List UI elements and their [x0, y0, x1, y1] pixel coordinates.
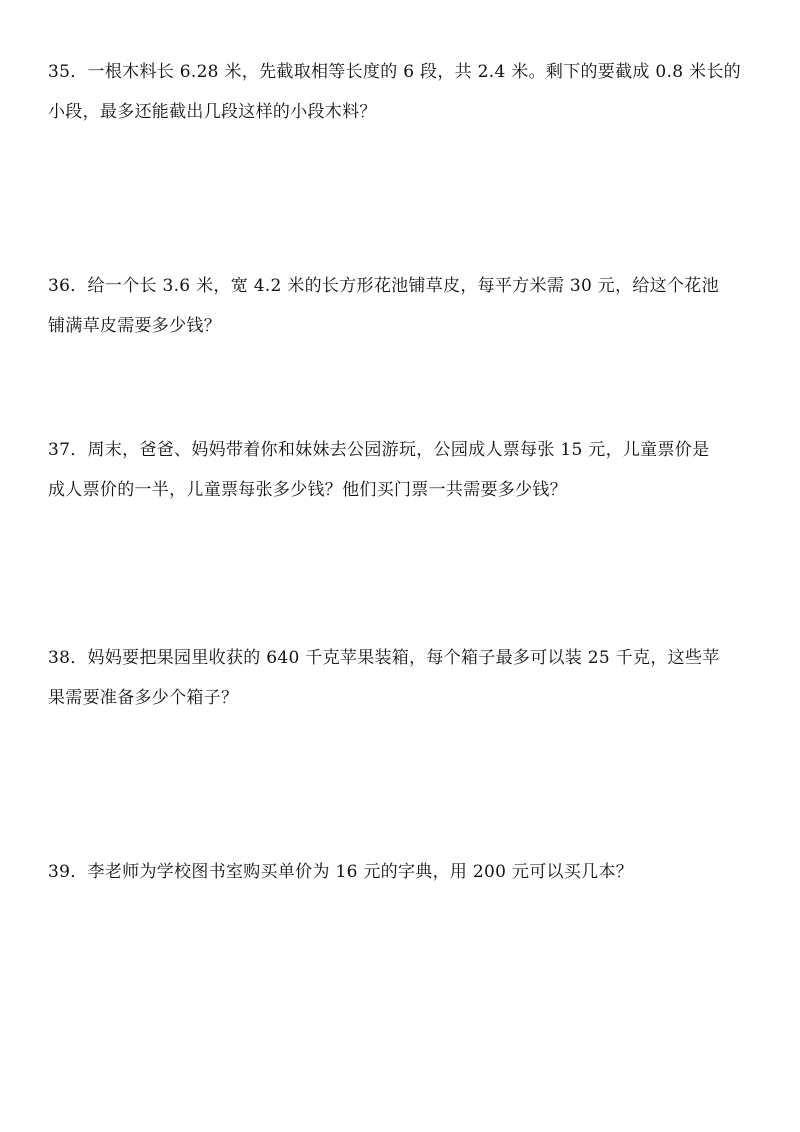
problem-38-line-1: [48, 638, 760, 678]
problem-37-text-2: 成人票价的一半，儿童票每张多少钱？他们买门票一共需要多少钱？: [48, 480, 567, 500]
problem-35: [48, 52, 760, 132]
problem-39-line-1: [48, 852, 760, 892]
problem-35-text-2: 小段，最多还能截出几段这样的小段木料？: [48, 102, 377, 122]
problem-37-line-1: [48, 430, 760, 470]
problem-38-number: 38．: [48, 648, 88, 668]
problem-36-number: 36．: [48, 276, 88, 296]
problem-36-text-2: 铺满草皮需要多少钱？: [48, 316, 221, 336]
problem-37: [48, 430, 760, 510]
problem-39: [48, 852, 760, 892]
problem-35-number: 35．: [48, 62, 88, 82]
problem-38: [48, 638, 760, 718]
problem-39-number: 39．: [48, 862, 88, 882]
problem-38-text-1: 妈妈要把果园里收获的 640 千克苹果装箱，每个箱子最多可以装 25 千克，这些苹: [87, 648, 720, 668]
problem-36: [48, 266, 760, 346]
problem-36-line-1: [48, 266, 760, 306]
problem-37-number: 37．: [48, 440, 88, 460]
problem-37-text-1: 周末，爸爸、妈妈带着你和妹妹去公园游玩，公园成人票每张 15 元，儿童票价是: [87, 440, 710, 460]
problem-35-text-1: 一根木料长 6.28 米，先截取相等长度的 6 段，共 2.4 米。剩下的要截成 0.8 米长的: [87, 62, 741, 82]
problem-35-line-1: [48, 52, 760, 92]
problem-39-text-1: 李老师为学校图书室购买单价为 16 元的字典，用 200 元可以买几本？: [87, 862, 634, 882]
problem-38-text-2: 果需要准备多少个箱子？: [48, 688, 239, 708]
problem-36-text-1: 给一个长 3.6 米，宽 4.2 米的长方形花池铺草皮，每平方米需 30 元，给这个花池: [87, 276, 719, 296]
